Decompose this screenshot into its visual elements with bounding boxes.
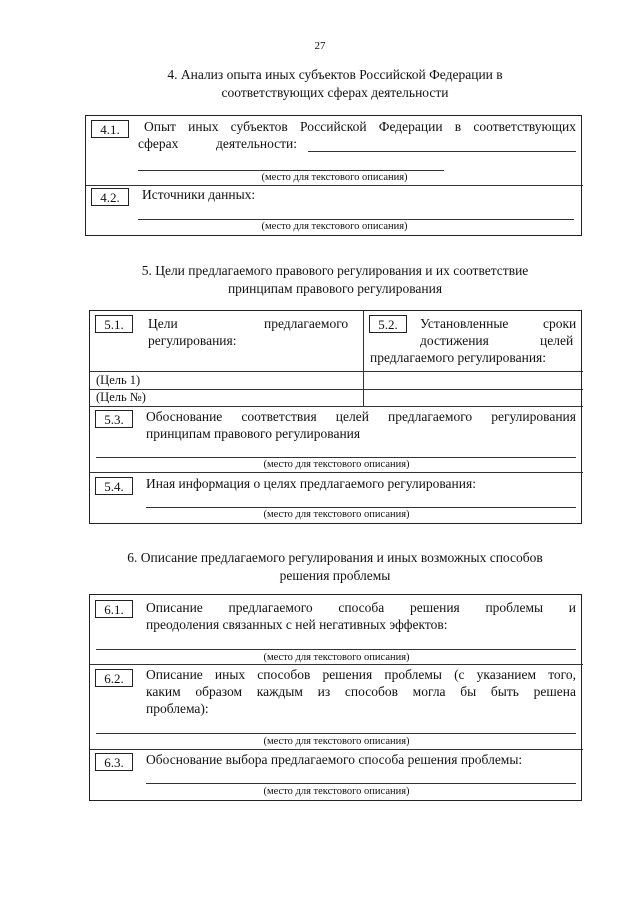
item-5-2-line1a: Установленные	[420, 316, 509, 331]
item-5-2-line2b: целей	[540, 333, 574, 348]
item-6-2-caption: (место для текстового описания)	[263, 736, 410, 747]
item-6-3-caption: (место для текстового описания)	[263, 786, 410, 797]
item-5-4-fill-line	[146, 507, 576, 508]
section-5-title	[90, 262, 580, 298]
item-6-1-line2: преодоления связанных с ней негативных эффектов:	[146, 617, 448, 632]
item-5-4-text: Иная информация о целях предлагаемого регулирования:	[146, 476, 476, 491]
item-4-2-text: Источники данных:	[142, 187, 256, 202]
divider	[90, 749, 583, 750]
item-5-3-line1: Обоснование соответствия целей предлагаемого регулирования	[146, 409, 576, 424]
item-4-1-fill-line-1	[308, 151, 576, 152]
goal-row-1-label: (Цель 1)	[96, 373, 141, 387]
item-6-1-caption: (место для текстового описания)	[263, 652, 410, 663]
item-6-1-fill-line	[96, 649, 576, 650]
item-4-1-fill-line-2	[138, 170, 444, 171]
item-6-3-text: Обоснование выбора предлагаемого способа решения проблемы:	[146, 752, 523, 767]
item-5-2-line3: предлагаемого регулирования:	[370, 350, 547, 365]
item-4-1-number: 4.1.	[91, 120, 129, 138]
item-6-2-line1: Описание иных способов решения проблемы (с указанием того,	[146, 667, 576, 682]
item-4-2-number: 4.2.	[91, 188, 129, 206]
divider	[90, 472, 583, 473]
section-4-title-line2: соответствующих сферах деятельности	[221, 85, 449, 100]
divider	[90, 371, 583, 372]
item-5-3-line2: принципам правового регулирования	[146, 426, 361, 441]
item-5-3-fill-line	[96, 457, 576, 458]
item-5-2-number: 5.2.	[369, 315, 407, 333]
section-4-title	[90, 66, 580, 102]
section-4-title-line1: 4. Анализ опыта иных субъектов Российской Федерации в	[167, 67, 503, 82]
item-5-3-number: 5.3.	[95, 410, 133, 428]
item-6-2-number: 6.2.	[95, 669, 133, 687]
item-6-1-number: 6.1.	[95, 600, 133, 618]
item-4-2-fill-line	[138, 219, 574, 220]
section-5-title-line2: принципам правового регулирования	[227, 281, 443, 296]
section-5-title-line1: 5. Цели предлагаемого правового регулирования и их соответствие	[141, 263, 529, 278]
column-divider	[363, 311, 364, 406]
item-6-2-fill-line	[96, 733, 576, 734]
item-5-2-line1b: сроки	[543, 316, 577, 331]
goal-row-2-label: (Цель №)	[96, 390, 146, 404]
divider	[90, 389, 583, 390]
item-5-1-line1b: предлагаемого	[264, 316, 349, 331]
item-6-2-line3: проблема):	[146, 701, 209, 716]
item-6-3-fill-line	[146, 783, 576, 784]
item-4-1-caption: (место для текстового описания)	[261, 172, 408, 183]
section-5-table	[89, 310, 582, 524]
item-5-1-line2: регулирования:	[148, 333, 237, 348]
item-5-4-caption: (место для текстового описания)	[263, 509, 410, 520]
page-number: 27	[314, 40, 326, 52]
item-4-1-line2b: деятельности:	[216, 136, 298, 151]
item-6-1-line1: Описание предлагаемого способа решения проблемы и	[146, 600, 576, 615]
item-6-3-number: 6.3.	[95, 753, 133, 771]
section-6-table	[89, 594, 582, 801]
item-5-1-number: 5.1.	[95, 315, 133, 333]
item-5-1-line1a: Цели	[148, 316, 178, 331]
divider	[90, 664, 583, 665]
item-4-1-line1: Опыт иных субъектов Российской Федерации в соответствующих	[144, 119, 576, 134]
section-6-title-line2: решения проблемы	[279, 568, 391, 583]
item-4-1-line2a: сферах	[138, 136, 179, 151]
section-6-title	[90, 549, 580, 585]
item-5-4-number: 5.4.	[95, 477, 133, 495]
item-4-2-caption: (место для текстового описания)	[261, 221, 408, 232]
section-4-table	[85, 115, 582, 236]
divider	[90, 406, 583, 407]
item-6-2-line2: каким образом каждым из способов могла бы быть решена	[146, 684, 576, 699]
item-5-2-line2a: достижения	[420, 333, 489, 348]
section-6-title-line1: 6. Описание предлагаемого регулирования и иных возможных способов	[127, 550, 543, 565]
item-5-3-caption: (место для текстового описания)	[263, 459, 410, 470]
